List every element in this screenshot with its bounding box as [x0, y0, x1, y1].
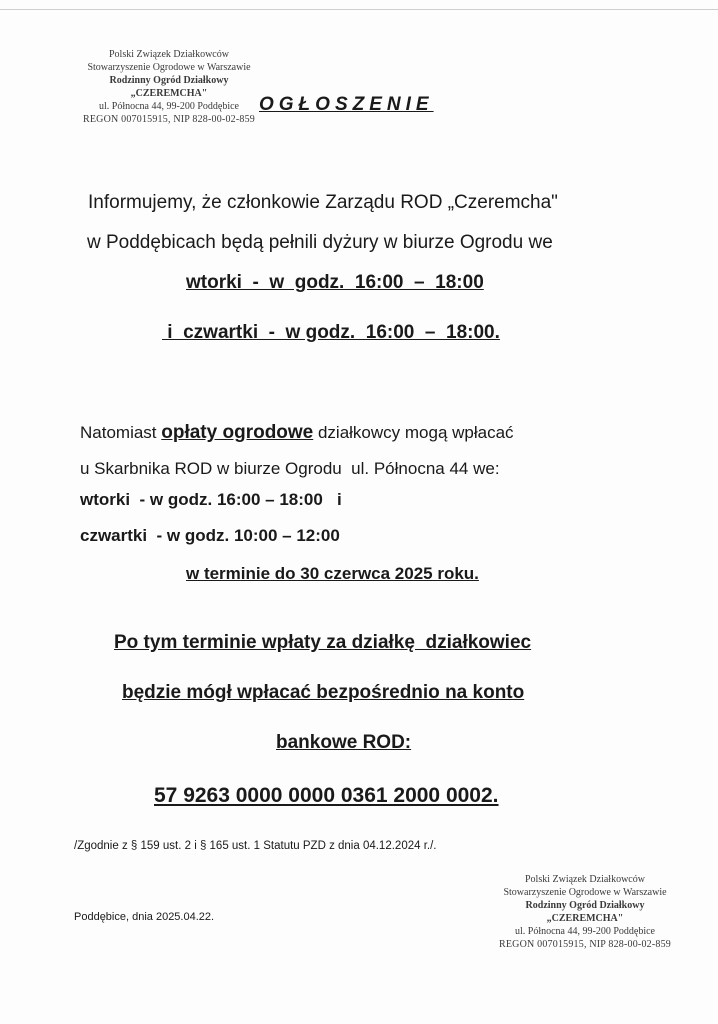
intro-line-4: i czwartki - w godz. 16:00 – 18:00.	[162, 322, 500, 343]
stamp-line-2: Stowarzyszenie Ogrodowe w Warszawie	[503, 887, 667, 898]
document-title: OGŁOSZENIE	[259, 94, 434, 115]
organization-stamp-top	[64, 48, 274, 126]
fees-line-1-prefix: Natomiast	[80, 423, 162, 442]
fees-line-1-suffix: działkowcy mogą wpłacać	[313, 423, 514, 442]
statute-note: /Zgodnie z § 159 ust. 2 i § 165 ust. 1 Statutu PZD z dnia 04.12.2024 r./.	[74, 840, 437, 852]
fees-line-5: w terminie do 30 czerwca 2025 roku.	[186, 564, 479, 583]
fees-line-3: wtorki - w godz. 16:00 – 18:00 i	[80, 490, 342, 509]
after-line-2: będzie mógł wpłacać bezpośrednio na konto	[122, 682, 525, 703]
after-line-3: bankowe ROD:	[276, 732, 412, 753]
fees-line-1	[80, 422, 514, 444]
intro-line-3: wtorki - w godz. 16:00 – 18:00	[186, 272, 484, 293]
after-line-1: Po tym terminie wpłaty za działkę działkowiec	[114, 632, 532, 653]
stamp-line-2: Stowarzyszenie Ogrodowe w Warszawie	[87, 62, 251, 73]
intro-line-1: Informujemy, że członkowie Zarządu ROD „Czeremcha"	[88, 192, 558, 213]
stamp-line-6: REGON 007015915, NIP 828-00-02-859	[83, 114, 255, 125]
fees-line-4: czwartki - w godz. 10:00 – 12:00	[80, 526, 340, 545]
stamp-line-3: Rodzinny Ogród Działkowy	[525, 900, 645, 911]
organization-stamp-bottom	[480, 873, 690, 951]
stamp-line-4: „CZEREMCHA"	[130, 88, 208, 99]
fees-line-2: u Skarbnika ROD w biurze Ogrodu ul. Północna 44 we:	[80, 459, 500, 478]
stamp-line-5: ul. Północna 44, 99-200 Poddębice	[515, 926, 655, 937]
intro-line-2: w Poddębicach będą pełnili dyżury w biurze Ogrodu we	[87, 232, 553, 253]
fees-line-1-bold: opłaty ogrodowe	[161, 422, 314, 443]
stamp-line-4: „CZEREMCHA"	[546, 913, 624, 924]
bank-account-number: 57 9263 0000 0000 0361 2000 0002.	[154, 784, 499, 807]
stamp-line-1: Polski Związek Działkowców	[525, 874, 645, 885]
scan-artifact	[0, 9, 718, 10]
stamp-line-6: REGON 007015915, NIP 828-00-02-859	[499, 939, 671, 950]
stamp-line-5: ul. Północna 44, 99-200 Poddębice	[99, 101, 239, 112]
stamp-line-3: Rodzinny Ogród Działkowy	[109, 75, 229, 86]
stamp-line-1: Polski Związek Działkowców	[109, 49, 229, 60]
document-date: Poddębice, dnia 2025.04.22.	[74, 911, 215, 923]
